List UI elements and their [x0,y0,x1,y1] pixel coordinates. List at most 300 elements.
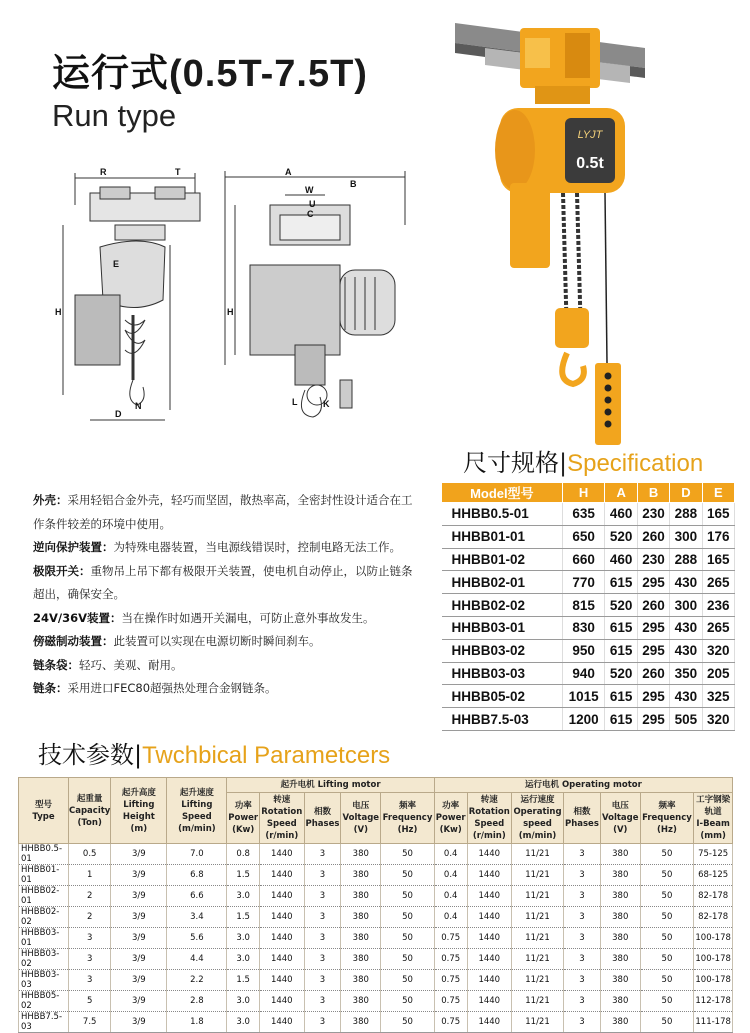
param-cell-model: HHBB03-01 [19,928,69,949]
spec-cell-model: HHBB03-01 [442,616,563,639]
param-cell-value: 3 [563,886,600,907]
spec-cell-value: 325 [702,685,734,708]
param-header-lift-phases: 相数 Phases [304,793,341,844]
drawing-label-u: U [309,199,316,209]
feature-text: 采用轻铝合金外壳，轻巧而坚固，散热率高，全密封性设计适合在工作条件较差的环境中使用。 [33,493,413,531]
param-cell-value: 380 [341,844,381,865]
spec-cell-model: HHBB03-03 [442,662,563,685]
param-cell-value: 380 [341,991,381,1012]
feature-label: 极限开关： [33,563,91,578]
spec-table-row [442,548,735,571]
param-cell-value: 3 [304,865,341,886]
param-cell-value: 380 [341,886,381,907]
param-table-row [19,928,733,949]
param-cell-value: 1440 [467,886,512,907]
param-cell-value: 50 [640,865,694,886]
spec-cell-value: 505 [670,708,702,731]
specification-title-cn: 尺寸规格 [463,449,559,477]
drawing-label-k: K [323,399,330,409]
param-cell-value: 0.4 [434,886,467,907]
spec-table-row [442,594,735,617]
param-cell-value: 3 [563,865,600,886]
feature-label: 链条： [33,681,68,695]
param-cell-value: 380 [600,886,640,907]
param-cell-value: 100-178 [694,970,733,991]
param-cell-value: 3/9 [111,1012,167,1033]
param-table-row [19,970,733,991]
param-cell-value: 3/9 [111,970,167,991]
param-cell-value: 50 [381,844,435,865]
param-header-op-frequency: 频率 Frequency (Hz) [640,793,694,844]
spec-cell-value: 230 [637,503,669,526]
param-header-op-phases: 相数 Phases [563,793,600,844]
param-cell-value: 50 [381,886,435,907]
param-cell-value: 11/21 [512,907,564,928]
param-cell-value: 2 [69,907,111,928]
param-cell-model: HHBB7.5-03 [19,1012,69,1033]
param-cell-value: 0.5 [69,844,111,865]
spec-cell-model: HHBB0.5-01 [442,503,563,526]
param-table-row [19,1012,733,1033]
param-cell-value: 3 [563,844,600,865]
drawing-label-a: A [285,167,292,177]
param-cell-value: 50 [381,949,435,970]
param-cell-value: 3 [304,970,341,991]
param-cell-value: 380 [600,928,640,949]
drawing-label-r: R [100,167,107,177]
param-cell-value: 3 [304,886,341,907]
param-cell-value: 3 [563,991,600,1012]
spec-cell-value: 615 [605,708,637,731]
feature-text: 采用进口FEC80超强热处理合金钢链条。 [67,681,277,695]
param-cell-value: 7.0 [167,844,227,865]
param-cell-value: 11/21 [512,970,564,991]
spec-table-row [442,525,735,548]
spec-cell-value: 260 [637,662,669,685]
param-cell-model: HHBB03-03 [19,970,69,991]
param-header-height: 起升高度 Lifting Height (m) [111,778,167,844]
spec-cell-value: 320 [702,639,734,662]
spec-cell-value: 260 [637,525,669,548]
param-header-op-i-beam: 工字钢梁 轨道 I-Beam (mm) [694,793,733,844]
param-cell-model: HHBB02-02 [19,907,69,928]
spec-cell-value: 1200 [562,708,605,731]
feature-text: 当在操作时如遇开关漏电，可防止意外事故发生。 [121,610,375,625]
param-cell-value: 75-125 [694,844,733,865]
spec-cell-value: 295 [637,639,669,662]
param-group-lifting: 起升电机 Lifting motor [227,778,434,793]
param-cell-value: 2.8 [167,991,227,1012]
param-cell-value: 3.0 [227,1012,260,1033]
spec-header-a: A [605,483,637,503]
param-cell-value: 3 [563,970,600,991]
spec-table-row [442,685,735,708]
spec-cell-value: 460 [605,503,637,526]
feature-label: 链条袋： [33,657,79,672]
photo-capacity: 0.5t [576,155,604,172]
param-cell-value: 112-178 [694,991,733,1012]
param-cell-value: 50 [640,970,694,991]
param-cell-value: 380 [600,1012,640,1033]
spec-cell-value: 615 [605,571,637,594]
spec-table-row [442,616,735,639]
drawing-label-l: L [292,397,298,407]
spec-cell-value: 430 [670,616,702,639]
spec-cell-value: 615 [605,616,637,639]
param-table-row [19,949,733,970]
param-cell-value: 3/9 [111,865,167,886]
param-cell-model: HHBB05-02 [19,991,69,1012]
spec-cell-value: 295 [637,616,669,639]
spec-cell-value: 460 [605,548,637,571]
param-table-row [19,865,733,886]
param-header-lift-frequency: 频率 Frequency (Hz) [381,793,435,844]
drawing-label-t: T [175,167,181,177]
spec-cell-value: 635 [562,503,605,526]
feature-label: 外壳： [33,493,68,507]
param-cell-value: 50 [640,886,694,907]
param-cell-value: 50 [381,928,435,949]
param-cell-value: 6.6 [167,886,227,907]
spec-cell-value: 288 [670,503,702,526]
spec-cell-value: 300 [670,525,702,548]
param-table-row [19,991,733,1012]
spec-cell-value: 520 [605,525,637,548]
param-cell-model: HHBB03-02 [19,949,69,970]
param-cell-value: 50 [381,865,435,886]
param-cell-value: 0.75 [434,928,467,949]
param-cell-value: 11/21 [512,844,564,865]
spec-cell-value: 236 [702,594,734,617]
spec-cell-model: HHBB03-02 [442,639,563,662]
spec-header-model: Model型号 [442,483,563,503]
param-cell-value: 68-125 [694,865,733,886]
param-cell-value: 0.8 [227,844,260,865]
param-cell-value: 50 [640,949,694,970]
param-cell-value: 1.8 [167,1012,227,1033]
spec-cell-value: 295 [637,708,669,731]
param-cell-value: 380 [341,928,381,949]
param-cell-value: 3.0 [227,886,260,907]
feature-item [33,677,423,701]
spec-cell-model: HHBB7.5-03 [442,708,563,731]
feature-item [33,607,423,631]
param-cell-value: 380 [341,949,381,970]
spec-cell-value: 205 [702,662,734,685]
param-cell-value: 1440 [467,1012,512,1033]
param-cell-value: 3 [304,991,341,1012]
param-cell-value: 11/21 [512,865,564,886]
drawing-label-e: E [113,259,120,269]
param-cell-value: 380 [341,907,381,928]
param-cell-value: 0.75 [434,1012,467,1033]
param-cell-value: 1440 [467,928,512,949]
spec-cell-value: 615 [605,639,637,662]
param-table-row [19,907,733,928]
specification-title [463,443,703,478]
param-cell-value: 3/9 [111,844,167,865]
param-cell-value: 3.0 [227,928,260,949]
param-cell-value: 0.75 [434,949,467,970]
param-cell-value: 1440 [260,844,305,865]
param-cell-value: 1440 [467,907,512,928]
spec-table-row [442,503,735,526]
spec-cell-value: 520 [605,662,637,685]
param-cell-value: 6.8 [167,865,227,886]
param-cell-value: 0.75 [434,970,467,991]
param-cell-value: 1440 [467,844,512,865]
specification-table [441,482,735,731]
param-header-lift-voltage: 电压 Voltage (V) [341,793,381,844]
spec-header-h: H [562,483,605,503]
param-cell-value: 0.4 [434,844,467,865]
param-cell-value: 3/9 [111,886,167,907]
param-cell-value: 380 [600,907,640,928]
param-cell-value: 5 [69,991,111,1012]
param-header-op-power: 功率 Power (Kw) [434,793,467,844]
param-cell-value: 100-178 [694,949,733,970]
param-cell-value: 50 [381,991,435,1012]
spec-header-d: D [670,483,702,503]
feature-text: 轻巧、美观、耐用。 [79,657,183,672]
param-cell-value: 50 [640,907,694,928]
param-cell-value: 3 [304,844,341,865]
param-cell-value: 82-178 [694,886,733,907]
param-header-op-voltage: 电压 Voltage (V) [600,793,640,844]
param-table-row [19,844,733,865]
param-cell-value: 1440 [260,970,305,991]
param-cell-value: 50 [381,1012,435,1033]
param-table-row [19,886,733,907]
param-group-operating: 运行电机 Operating motor [434,778,732,793]
param-group-row [19,778,733,793]
spec-cell-value: 165 [702,503,734,526]
param-cell-value: 1440 [467,991,512,1012]
param-cell-value: 50 [640,844,694,865]
param-cell-value: 3.4 [167,907,227,928]
param-cell-value: 3 [69,970,111,991]
param-cell-value: 1440 [260,907,305,928]
param-cell-value: 2 [69,886,111,907]
spec-cell-value: 650 [562,525,605,548]
feature-item [33,489,423,536]
drawing-label-c: C [307,209,314,219]
specification-title-en: Specification [567,450,704,477]
spec-cell-value: 288 [670,548,702,571]
param-cell-value: 1 [69,865,111,886]
spec-cell-value: 320 [702,708,734,731]
param-cell-value: 11/21 [512,949,564,970]
param-cell-value: 1440 [260,1012,305,1033]
drawing-label-n: N [135,401,142,411]
spec-cell-value: 1015 [562,685,605,708]
param-cell-value: 0.75 [434,991,467,1012]
param-cell-value: 3 [563,907,600,928]
param-cell-value: 3 [69,928,111,949]
spec-cell-value: 265 [702,616,734,639]
feature-label: 24V/36V装置： [33,610,122,625]
param-cell-value: 4.4 [167,949,227,970]
drawing-label-d: D [115,409,122,419]
param-cell-value: 11/21 [512,886,564,907]
param-cell-value: 3 [563,949,600,970]
spec-table-row [442,571,735,594]
param-header-model: 型号 Type [19,778,69,844]
param-cell-value: 3/9 [111,928,167,949]
spec-header-e: E [702,483,734,503]
title-cn: 运行式 [52,51,170,95]
param-cell-value: 3/9 [111,907,167,928]
feature-item [33,654,423,678]
param-cell-model: HHBB02-01 [19,886,69,907]
spec-cell-value: 430 [670,639,702,662]
param-cell-value: 0.4 [434,865,467,886]
spec-cell-value: 940 [562,662,605,685]
spec-table-row [442,662,735,685]
param-cell-value: 380 [600,865,640,886]
param-header-op-rotation: 转速 Rotation Speed (r/min) [467,793,512,844]
parameters-title-cn: 技术参数 [38,741,134,769]
feature-text: 重物吊上吊下都有极限开关装置，使电机自动停止，以防止链条超出，确保安全。 [33,563,413,601]
param-cell-value: 380 [600,970,640,991]
param-cell-value: 1440 [260,991,305,1012]
spec-cell-value: 300 [670,594,702,617]
param-cell-value: 1440 [260,886,305,907]
spec-cell-value: 165 [702,548,734,571]
param-header-op-operating-speed: 运行速度 Operating speed (m/min) [512,793,564,844]
param-cell-value: 1440 [260,949,305,970]
param-cell-value: 3.0 [227,991,260,1012]
drawing-label-b: B [350,179,357,189]
param-cell-model: HHBB01-01 [19,865,69,886]
page-subtitle: Run type [52,98,177,133]
spec-cell-value: 265 [702,571,734,594]
technical-drawing [55,165,410,430]
spec-cell-value: 430 [670,571,702,594]
feature-item [33,630,423,654]
param-cell-value: 380 [341,1012,381,1033]
param-cell-value: 1440 [260,865,305,886]
param-cell-value: 5.6 [167,928,227,949]
param-cell-value: 11/21 [512,991,564,1012]
spec-cell-value: 295 [637,685,669,708]
param-cell-value: 1440 [467,949,512,970]
spec-cell-value: 950 [562,639,605,662]
param-cell-value: 50 [381,970,435,991]
param-header-lift-power: 功率 Power (Kw) [227,793,260,844]
param-cell-value: 1440 [467,865,512,886]
spec-cell-value: 260 [637,594,669,617]
param-cell-value: 3.0 [227,949,260,970]
param-cell-value: 50 [381,907,435,928]
param-cell-value: 3/9 [111,991,167,1012]
param-header-speed: 起升速度 Lifting Speed (m/min) [167,778,227,844]
spec-table-row [442,708,735,731]
spec-cell-value: 770 [562,571,605,594]
param-header-capacity: 起重量 Capacity (Ton) [69,778,111,844]
feature-item [33,536,423,560]
feature-text: 为特殊电器装置，当电源线错误时，控制电路无法工作。 [113,540,401,554]
spec-cell-value: 815 [562,594,605,617]
drawing-label-h: H [55,307,62,317]
param-cell-value: 0.4 [434,907,467,928]
spec-cell-model: HHBB01-02 [442,548,563,571]
param-cell-value: 3 [304,928,341,949]
param-cell-value: 50 [640,928,694,949]
param-cell-value: 380 [341,970,381,991]
drawing-label-h2: H [227,307,234,317]
param-cell-value: 50 [640,1012,694,1033]
spec-cell-value: 830 [562,616,605,639]
spec-cell-value: 430 [670,685,702,708]
param-cell-value: 1440 [260,928,305,949]
hoist-photo [455,8,645,450]
param-cell-value: 3 [304,1012,341,1033]
param-cell-value: 1440 [467,970,512,991]
title-range: (0.5T-7.5T) [169,53,368,95]
param-cell-value: 50 [640,991,694,1012]
param-cell-value: 380 [600,991,640,1012]
param-cell-value: 3/9 [111,949,167,970]
param-cell-value: 111-178 [694,1012,733,1033]
spec-cell-model: HHBB01-01 [442,525,563,548]
spec-cell-value: 230 [637,548,669,571]
param-cell-value: 1.5 [227,970,260,991]
parameters-title-en: Twchbical Parametcers [142,742,391,769]
parameters-table [18,777,733,1033]
specification-title-separator: | [559,449,568,477]
param-cell-value: 11/21 [512,1012,564,1033]
param-cell-model: HHBB0.5-01 [19,844,69,865]
param-cell-value: 3 [563,928,600,949]
param-cell-value: 82-178 [694,907,733,928]
feature-text: 此装置可以实现在电源切断时瞬间刹车。 [113,634,321,648]
spec-cell-model: HHBB05-02 [442,685,563,708]
feature-label: 逆向保护装置： [33,540,114,554]
page-title [52,42,368,97]
param-cell-value: 380 [600,844,640,865]
photo-brand: LYJT [577,129,603,141]
param-cell-value: 2.2 [167,970,227,991]
param-cell-value: 1.5 [227,907,260,928]
spec-cell-value: 295 [637,571,669,594]
spec-cell-value: 660 [562,548,605,571]
spec-header-b: B [637,483,669,503]
param-cell-value: 3 [563,1012,600,1033]
spec-cell-model: HHBB02-01 [442,571,563,594]
spec-cell-value: 615 [605,685,637,708]
specification-header-row [442,483,735,503]
param-cell-value: 7.5 [69,1012,111,1033]
spec-cell-value: 520 [605,594,637,617]
drawing-label-w: W [305,185,314,195]
spec-cell-model: HHBB02-02 [442,594,563,617]
feature-item [33,560,423,607]
param-cell-value: 1.5 [227,865,260,886]
spec-table-row [442,639,735,662]
parameters-title [38,735,390,770]
param-header-lift-rotation: 转速 Rotation Speed (r/min) [260,793,305,844]
spec-cell-value: 176 [702,525,734,548]
features-list [33,489,423,701]
feature-label: 傍磁制动装置： [33,634,114,648]
param-cell-value: 3 [304,907,341,928]
param-cell-value: 3 [69,949,111,970]
spec-cell-value: 350 [670,662,702,685]
param-cell-value: 380 [600,949,640,970]
param-cell-value: 3 [304,949,341,970]
param-cell-value: 380 [341,865,381,886]
